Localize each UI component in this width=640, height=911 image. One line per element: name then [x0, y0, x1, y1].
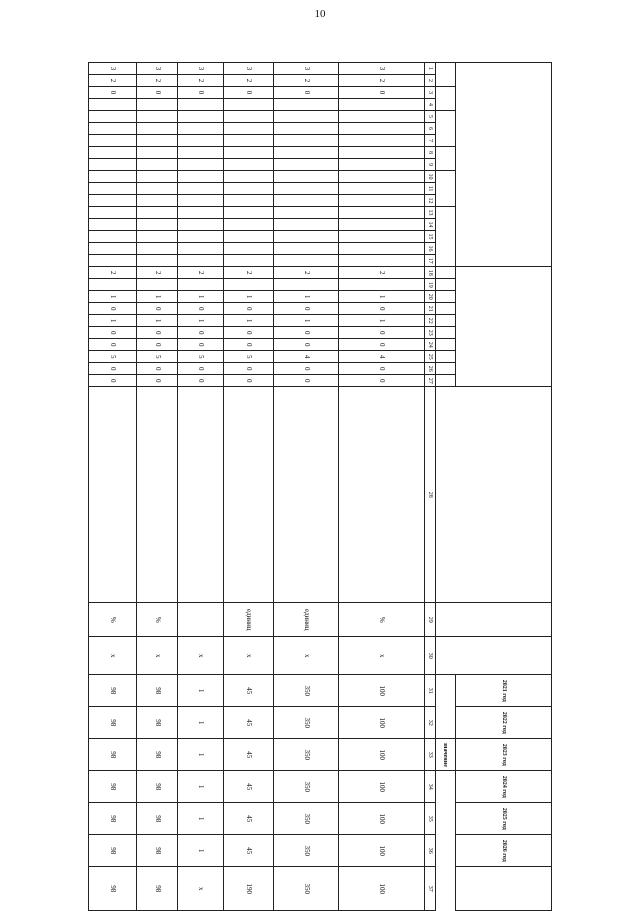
code-cell	[178, 111, 224, 123]
small-header-1	[435, 63, 455, 87]
column-number: 6	[424, 123, 435, 135]
code-cell	[338, 219, 424, 231]
code-cell: 3	[89, 63, 137, 75]
code-cell	[137, 231, 178, 243]
code-cell	[224, 135, 274, 147]
code-cell	[274, 135, 338, 147]
code-cell	[89, 99, 137, 111]
table-row	[274, 63, 338, 911]
code-cell: 0	[224, 363, 274, 375]
column-number: 22	[424, 315, 435, 327]
code-cell: 2	[224, 75, 274, 87]
target-cell: 190	[224, 867, 274, 911]
code-cell: 0	[89, 375, 137, 387]
code-cell: 1	[89, 315, 137, 327]
column-number: 19	[424, 279, 435, 291]
code-cell	[224, 183, 274, 195]
unit-cell: %	[89, 603, 137, 637]
code-cell: 0	[274, 327, 338, 339]
code-cell	[178, 279, 224, 291]
code-cell	[89, 231, 137, 243]
column-number: 23	[424, 327, 435, 339]
code-cell	[274, 255, 338, 267]
year-2022-header: 2022 год	[455, 707, 551, 739]
code-cell	[89, 135, 137, 147]
code-cell: 0	[274, 303, 338, 315]
code-cell: 0	[338, 363, 424, 375]
small-header-13	[435, 339, 455, 351]
code-cell: 1	[274, 315, 338, 327]
base-cell: х	[178, 637, 224, 675]
additional-codes-header	[455, 267, 551, 387]
year-2021-cell: 98	[137, 675, 178, 707]
small-header-3	[435, 111, 455, 147]
code-cell	[178, 207, 224, 219]
column-number: 11	[424, 183, 435, 195]
code-cell	[89, 183, 137, 195]
code-cell: 0	[137, 339, 178, 351]
code-cell: 1	[274, 291, 338, 303]
column-number: 35	[424, 803, 435, 835]
column-number: 34	[424, 771, 435, 803]
base-cell: х	[274, 637, 338, 675]
code-cell: 3	[137, 63, 178, 75]
description-cell	[89, 387, 137, 603]
code-cell	[338, 195, 424, 207]
description-cell	[224, 387, 274, 603]
code-cell: 0	[137, 327, 178, 339]
code-cell	[224, 255, 274, 267]
rotated-table-wrapper	[88, 62, 552, 895]
target-value-subheader: значение	[435, 739, 455, 771]
code-cell	[89, 207, 137, 219]
code-cell: 0	[338, 339, 424, 351]
code-cell: 0	[89, 363, 137, 375]
code-cell	[137, 183, 178, 195]
code-cell: 2	[178, 75, 224, 87]
code-cell: 0	[224, 303, 274, 315]
code-cell	[178, 99, 224, 111]
code-cell	[224, 243, 274, 255]
code-cell	[274, 111, 338, 123]
column-number: 37	[424, 867, 435, 911]
unit-cell: единиц	[224, 603, 274, 637]
code-cell: 1	[338, 315, 424, 327]
code-cell: 1	[224, 315, 274, 327]
code-cell: 2	[178, 267, 224, 279]
column-number: 20	[424, 291, 435, 303]
code-cell: 0	[338, 375, 424, 387]
code-cell	[224, 279, 274, 291]
rotated-table-content	[88, 62, 552, 895]
code-cell	[338, 123, 424, 135]
column-number: 13	[424, 207, 435, 219]
small-header-8	[435, 279, 455, 291]
code-cell: 0	[137, 87, 178, 99]
code-cell	[137, 99, 178, 111]
year-2024-cell: 1	[178, 771, 224, 803]
years-subheader	[435, 375, 455, 739]
code-cell	[338, 255, 424, 267]
code-cell: 1	[137, 315, 178, 327]
code-cell: 5	[178, 351, 224, 363]
small-header-9	[435, 291, 455, 303]
code-cell	[338, 231, 424, 243]
code-cell	[178, 147, 224, 159]
small-header-14	[435, 351, 455, 363]
column-number: 9	[424, 159, 435, 171]
description-cell	[274, 387, 338, 603]
code-cell	[224, 207, 274, 219]
target-cell: х	[178, 867, 224, 911]
code-cell: 0	[178, 363, 224, 375]
code-cell	[274, 99, 338, 111]
code-cell	[137, 171, 178, 183]
year-2022-cell: 350	[274, 707, 338, 739]
code-cell: 0	[274, 87, 338, 99]
year-2025-cell: 45	[224, 803, 274, 835]
table-row	[89, 63, 137, 911]
code-cell: 2	[274, 75, 338, 87]
code-cell	[274, 159, 338, 171]
code-cell: 1	[89, 291, 137, 303]
code-cell	[178, 159, 224, 171]
code-cell	[274, 123, 338, 135]
code-cell	[89, 219, 137, 231]
unit-cell: %	[338, 603, 424, 637]
table-row	[178, 63, 224, 911]
code-cell	[224, 123, 274, 135]
code-cell: 4	[274, 351, 338, 363]
column-number: 30	[424, 637, 435, 675]
page-number: 10	[314, 8, 326, 20]
code-cell: 0	[274, 339, 338, 351]
year-2021-cell: 100	[338, 675, 424, 707]
column-number: 29	[424, 603, 435, 637]
code-cell: 0	[178, 303, 224, 315]
code-cell: 0	[178, 375, 224, 387]
code-cell: 2	[89, 267, 137, 279]
column-number: 12	[424, 195, 435, 207]
column-number: 14	[424, 219, 435, 231]
column-number: 36	[424, 835, 435, 867]
target-cell: 98	[137, 867, 178, 911]
code-cell: 5	[224, 351, 274, 363]
code-cell	[338, 183, 424, 195]
column-number: 3	[424, 87, 435, 99]
code-cell: 5	[137, 351, 178, 363]
code-cell: 0	[89, 327, 137, 339]
code-cell	[338, 159, 424, 171]
code-cell: 0	[338, 327, 424, 339]
code-cell: 0	[224, 375, 274, 387]
year-2023-cell: 1	[178, 739, 224, 771]
column-number: 2	[424, 75, 435, 87]
base-cell: х	[89, 637, 137, 675]
column-number: 27	[424, 375, 435, 387]
year-2022-cell: 45	[224, 707, 274, 739]
code-cell	[137, 195, 178, 207]
year-2025-cell: 100	[338, 803, 424, 835]
unit-cell	[178, 603, 224, 637]
year-2024-cell: 98	[137, 771, 178, 803]
code-cell	[137, 147, 178, 159]
year-2025-header: 2025 год	[455, 803, 551, 835]
code-cell: 0	[274, 363, 338, 375]
code-cell	[178, 219, 224, 231]
code-cell	[274, 279, 338, 291]
unit-cell: единиц	[274, 603, 338, 637]
year-2025-cell: 98	[137, 803, 178, 835]
code-cell	[137, 111, 178, 123]
small-header-6	[435, 207, 455, 267]
year-2022-cell: 100	[338, 707, 424, 739]
code-cell: 0	[137, 375, 178, 387]
year-2023-cell: 350	[274, 739, 338, 771]
code-cell	[338, 243, 424, 255]
code-cell	[274, 171, 338, 183]
year-2024-header: 2024 год	[455, 771, 551, 803]
year-2021-cell: 45	[224, 675, 274, 707]
column-number: 10	[424, 171, 435, 183]
year-2022-cell: 98	[89, 707, 137, 739]
code-cell: 0	[224, 327, 274, 339]
code-cell: 0	[274, 375, 338, 387]
code-cell	[137, 219, 178, 231]
year-2021-cell: 1	[178, 675, 224, 707]
base-cell: х	[338, 637, 424, 675]
description-cell	[178, 387, 224, 603]
year-2022-cell: 98	[137, 707, 178, 739]
description-cell	[338, 387, 424, 603]
year-2023-cell: 98	[89, 739, 137, 771]
code-cell: 1	[137, 291, 178, 303]
code-cell	[224, 159, 274, 171]
year-2026-cell: 100	[338, 835, 424, 867]
year-2024-cell: 98	[89, 771, 137, 803]
small-header-4	[435, 147, 455, 171]
code-cell	[224, 99, 274, 111]
year-2024-cell: 350	[274, 771, 338, 803]
column-number: 33	[424, 739, 435, 771]
code-cell	[338, 147, 424, 159]
code-cell	[338, 111, 424, 123]
column-number: 32	[424, 707, 435, 739]
table-row	[338, 63, 424, 911]
code-cell	[274, 207, 338, 219]
table-row	[224, 63, 274, 911]
code-cell	[178, 123, 224, 135]
code-cell	[89, 159, 137, 171]
code-cell	[137, 159, 178, 171]
column-number: 28	[424, 387, 435, 603]
target-cell: 100	[338, 867, 424, 911]
code-cell: 0	[338, 87, 424, 99]
small-header-5	[435, 171, 455, 207]
code-cell	[224, 219, 274, 231]
code-cell	[89, 279, 137, 291]
table-row	[137, 63, 178, 911]
code-cell	[338, 99, 424, 111]
code-cell	[338, 171, 424, 183]
code-cell	[89, 195, 137, 207]
year-2021-cell: 98	[89, 675, 137, 707]
code-cell	[274, 195, 338, 207]
year-2023-header: 2023 год	[455, 739, 551, 771]
program-table	[88, 62, 552, 911]
base-cell: х	[137, 637, 178, 675]
column-number: 18	[424, 267, 435, 279]
code-cell	[137, 255, 178, 267]
code-cell	[224, 111, 274, 123]
code-cell: 2	[224, 267, 274, 279]
small-header-2	[435, 87, 455, 111]
code-cell	[137, 123, 178, 135]
code-cell	[178, 195, 224, 207]
code-cell	[178, 183, 224, 195]
code-cell	[137, 243, 178, 255]
code-cell	[178, 255, 224, 267]
code-cell	[178, 171, 224, 183]
code-cell: 1	[178, 315, 224, 327]
code-cell: 3	[224, 63, 274, 75]
code-cell	[178, 135, 224, 147]
column-number: 4	[424, 99, 435, 111]
code-cell	[89, 111, 137, 123]
year-2025-cell: 1	[178, 803, 224, 835]
code-cell	[224, 195, 274, 207]
year-2026-cell: 45	[224, 835, 274, 867]
code-cell	[224, 231, 274, 243]
code-cell	[89, 243, 137, 255]
code-cell: 2	[137, 75, 178, 87]
code-cell: 3	[274, 63, 338, 75]
code-cell: 0	[178, 327, 224, 339]
code-cell	[137, 207, 178, 219]
target-header	[455, 867, 551, 911]
code-cell	[89, 147, 137, 159]
code-cell: 5	[89, 351, 137, 363]
small-header-11	[435, 315, 455, 327]
code-cell: 2	[338, 267, 424, 279]
column-number: 1	[424, 63, 435, 75]
code-cell: 3	[338, 63, 424, 75]
code-cell	[274, 183, 338, 195]
code-cell: 0	[137, 363, 178, 375]
year-2025-cell: 350	[274, 803, 338, 835]
year-2026-cell: 350	[274, 835, 338, 867]
code-cell: 2	[137, 267, 178, 279]
code-cell: 4	[338, 351, 424, 363]
year-2025-cell: 98	[89, 803, 137, 835]
code-cell: 2	[274, 267, 338, 279]
code-cell	[89, 123, 137, 135]
small-header-12	[435, 327, 455, 339]
base-cell: х	[224, 637, 274, 675]
budget-codes-header	[455, 63, 551, 267]
code-cell: 2	[89, 75, 137, 87]
column-number: 21	[424, 303, 435, 315]
description-cell	[137, 387, 178, 603]
target-cell: 350	[274, 867, 338, 911]
column-number: 17	[424, 255, 435, 267]
small-header-10	[435, 303, 455, 315]
code-cell: 3	[178, 63, 224, 75]
code-cell: 1	[178, 291, 224, 303]
code-cell: 0	[89, 87, 137, 99]
code-cell: 0	[137, 303, 178, 315]
year-2023-cell: 98	[137, 739, 178, 771]
code-cell	[89, 171, 137, 183]
column-number: 16	[424, 243, 435, 255]
code-cell	[89, 255, 137, 267]
year-2026-cell: 98	[89, 835, 137, 867]
year-2024-cell: 45	[224, 771, 274, 803]
code-cell	[338, 135, 424, 147]
code-cell	[274, 147, 338, 159]
code-cell: 0	[89, 339, 137, 351]
code-cell	[338, 279, 424, 291]
year-2021-cell: 350	[274, 675, 338, 707]
code-cell: 0	[178, 339, 224, 351]
code-cell	[137, 279, 178, 291]
code-cell: 1	[224, 291, 274, 303]
code-cell: 0	[338, 303, 424, 315]
code-cell: 2	[338, 75, 424, 87]
code-cell	[274, 219, 338, 231]
code-cell	[178, 243, 224, 255]
code-cell: 0	[224, 339, 274, 351]
code-cell	[224, 147, 274, 159]
year-2026-cell: 98	[137, 835, 178, 867]
code-cell: 0	[224, 87, 274, 99]
year-2021-header: 2021 год	[455, 675, 551, 707]
column-number: 24	[424, 339, 435, 351]
year-2026-header: 2026 год	[455, 835, 551, 867]
code-cell	[274, 231, 338, 243]
column-number: 5	[424, 111, 435, 123]
code-cell	[224, 171, 274, 183]
code-cell	[338, 207, 424, 219]
column-number: 7	[424, 135, 435, 147]
code-cell	[178, 231, 224, 243]
year-2023-cell: 45	[224, 739, 274, 771]
code-cell	[274, 243, 338, 255]
small-header-7	[435, 267, 455, 279]
year-2024-cell: 100	[338, 771, 424, 803]
code-cell: 1	[338, 291, 424, 303]
column-number: 8	[424, 147, 435, 159]
code-cell	[137, 135, 178, 147]
column-number: 15	[424, 231, 435, 243]
column-number: 31	[424, 675, 435, 707]
year-2026-cell: 1	[178, 835, 224, 867]
code-cell: 0	[89, 303, 137, 315]
unit-cell: %	[137, 603, 178, 637]
column-number: 26	[424, 363, 435, 375]
column-number: 25	[424, 351, 435, 363]
small-header-15	[435, 363, 455, 375]
target-cell: 98	[89, 867, 137, 911]
year-2023-cell: 100	[338, 739, 424, 771]
code-cell: 0	[178, 87, 224, 99]
year-2022-cell: 1	[178, 707, 224, 739]
